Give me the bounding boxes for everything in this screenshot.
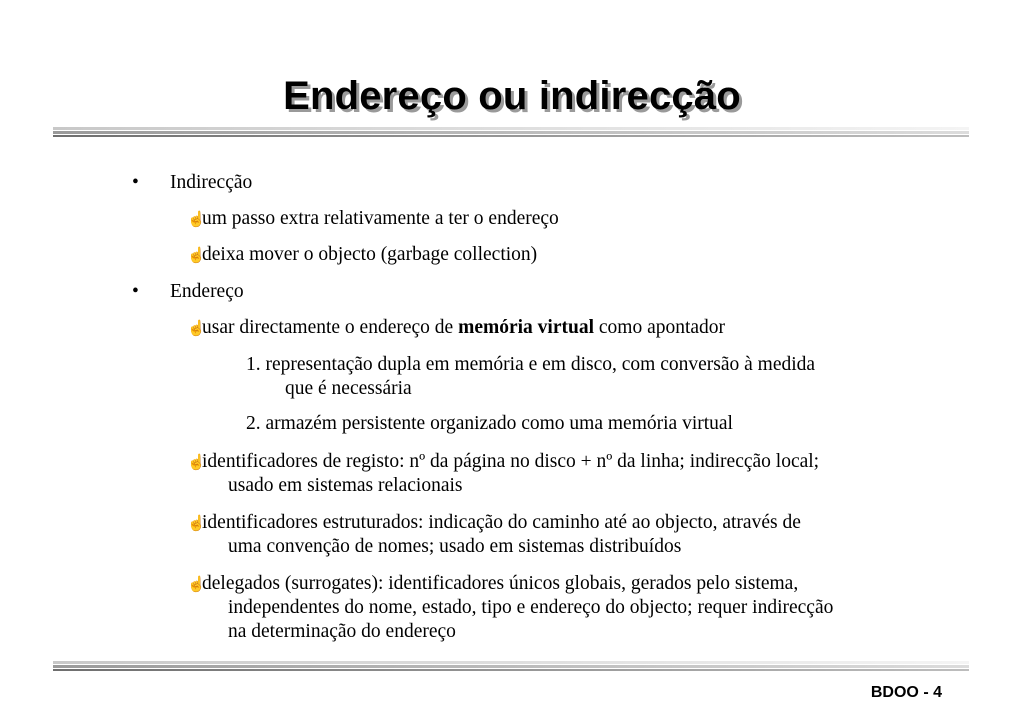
sub-item-text: como apontador (594, 317, 726, 338)
sub-item (187, 511, 801, 536)
slide-title: Endereço ou indirecção (283, 74, 741, 118)
sub-item-text: usar directamente o endereço de (202, 317, 459, 338)
sub-item-continuation: usado em sistemas relacionais (228, 475, 463, 496)
sub-item (187, 316, 725, 341)
sub-item (187, 207, 559, 232)
sub-item-text: identificadores estruturados: indicação do caminho até ao objecto, através de (202, 512, 801, 533)
numbered-item: 1. representação dupla em memória e em disco, com conversão à medida (246, 354, 816, 375)
bullet-dot-icon: • (132, 172, 139, 193)
sub-item-continuation: uma convenção de nomes; usado em sistemas distribuídos (228, 536, 682, 557)
hand-pointer-icon: ☝ (187, 516, 206, 532)
footer-divider (53, 661, 969, 671)
sub-item-text: delegados (surrogates): identificadores únicos globais, gerados pelo sistema, (202, 573, 799, 594)
numbered-item: 2. armazém persistente organizado como uma memória virtual (246, 413, 733, 434)
sub-item (187, 572, 798, 597)
hand-pointer-icon: ☝ (187, 455, 206, 471)
bullet-dot-icon: • (132, 281, 139, 302)
sub-item-continuation: na determinação do endereço (228, 621, 456, 642)
bullet-label: Endereço (170, 281, 244, 302)
hand-pointer-icon: ☝ (187, 321, 206, 337)
sub-item-text: identificadores de registo: nº da página no disco + nº da linha; indirecção local; (202, 451, 820, 472)
bullet-label: Indirecção (170, 172, 253, 193)
hand-pointer-icon: ☝ (187, 577, 206, 593)
sub-item-text: um passo extra relativamente a ter o endereço (202, 208, 559, 229)
hand-pointer-icon: ☝ (187, 248, 206, 264)
sub-item-continuation: independentes do nome, estado, tipo e endereço do objecto; requer indirecção (228, 597, 834, 618)
sub-item (187, 450, 819, 475)
sub-item-text: deixa mover o objecto (garbage collection) (202, 244, 538, 265)
title-divider (53, 127, 969, 137)
sub-item (187, 243, 537, 268)
hand-pointer-icon: ☝ (187, 212, 206, 228)
slide-footer-page-label: BDOO - 4 (870, 684, 942, 701)
numbered-item-continuation: que é necessária (285, 378, 412, 399)
sub-item-bold-text: memória virtual (458, 317, 594, 338)
